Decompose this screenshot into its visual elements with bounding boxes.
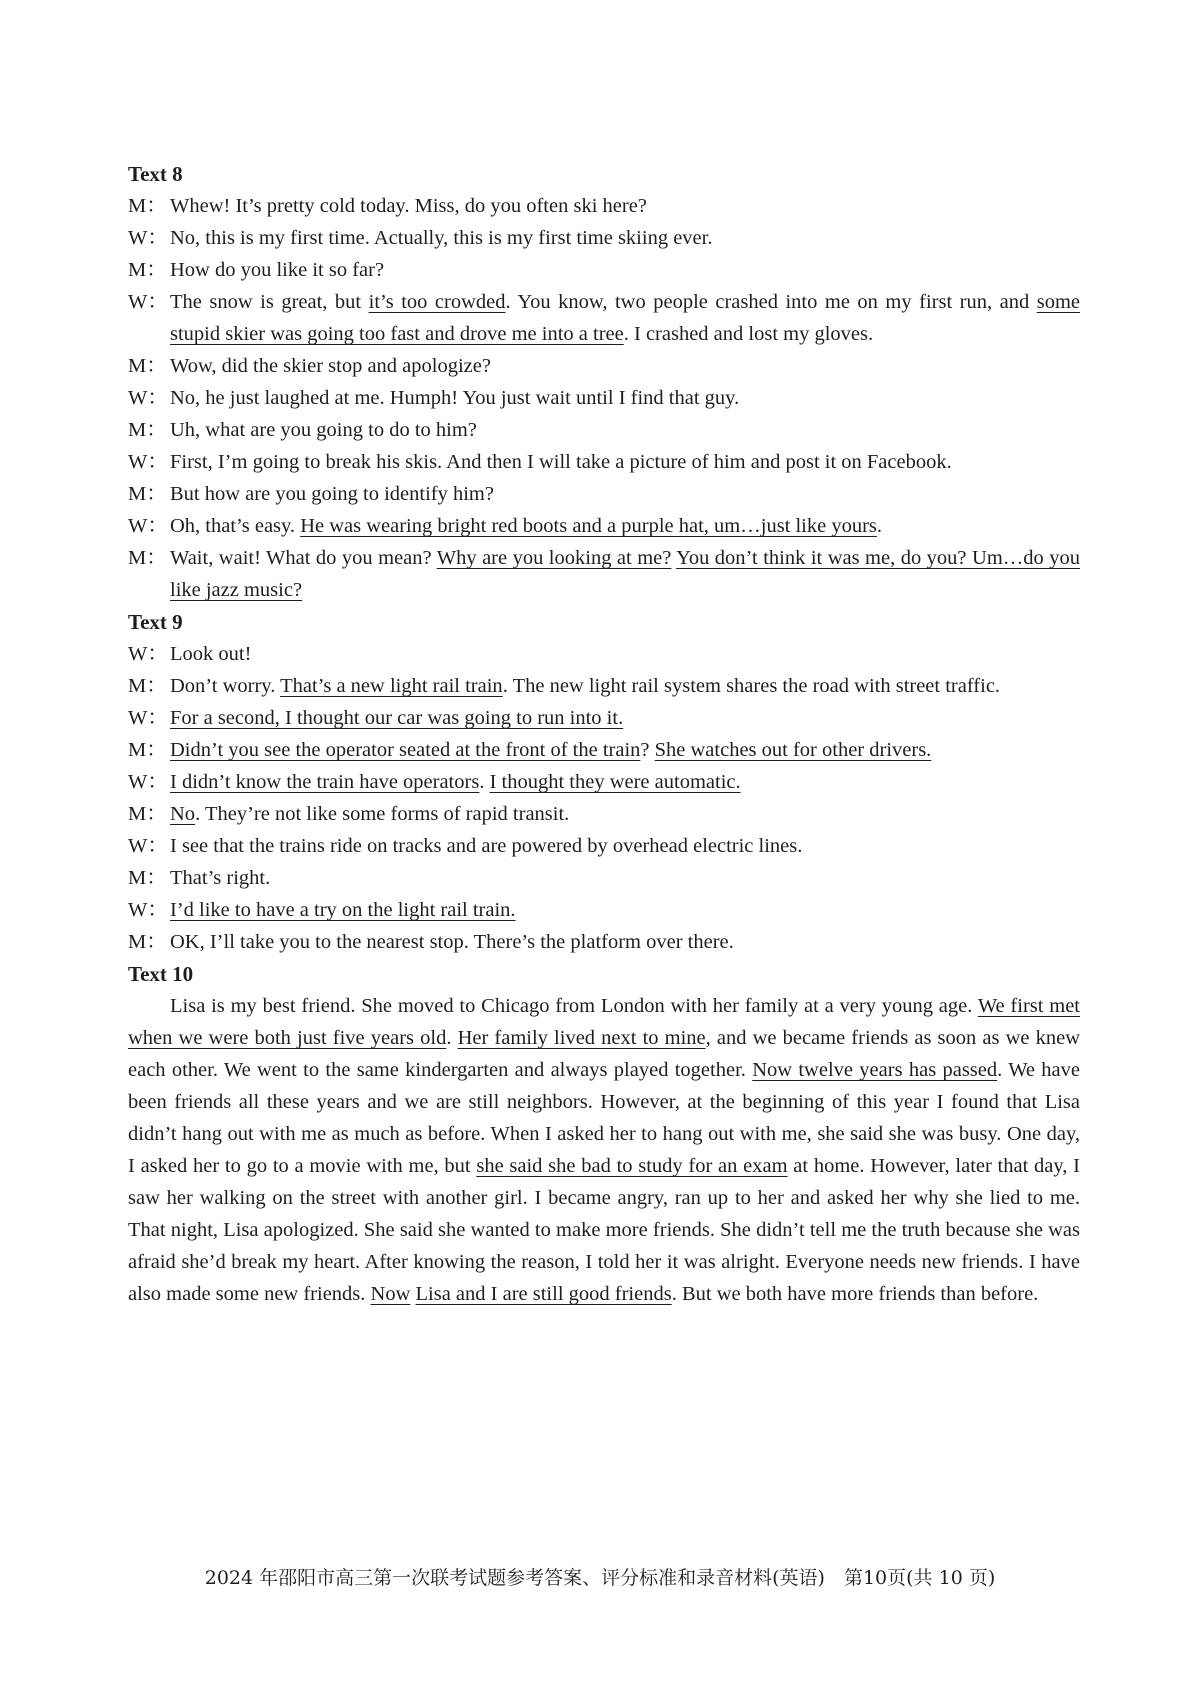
speaker-label: W： bbox=[128, 451, 168, 473]
dialogue-line bbox=[128, 350, 1080, 382]
dialogue-line bbox=[128, 254, 1080, 286]
speaker-label: M： bbox=[128, 867, 167, 889]
dialogue-line bbox=[128, 222, 1080, 254]
section-text-8 bbox=[128, 158, 1080, 606]
underlined-answer-text: She watches out for other drivers. bbox=[654, 739, 932, 761]
underlined-answer-text: That’s a new light rail train bbox=[280, 675, 503, 697]
speaker-label: W： bbox=[128, 227, 168, 249]
body-text: No, he just laughed at me. Humph! You just wait until I find that guy. bbox=[170, 387, 740, 409]
speaker-label: M： bbox=[128, 675, 167, 697]
dialogue-line bbox=[128, 862, 1080, 894]
underlined-answer-text: For a second, I thought our car was going to run into it. bbox=[170, 707, 624, 729]
section-heading: Text 8 bbox=[128, 162, 183, 186]
body-text: Look out! bbox=[170, 643, 252, 665]
body-text: But how are you going to identify him? bbox=[170, 483, 494, 505]
body-text: . bbox=[876, 515, 883, 537]
speaker-label: W： bbox=[128, 707, 168, 729]
section-text-10 bbox=[128, 958, 1080, 1310]
body-text: How do you like it so far? bbox=[170, 259, 385, 281]
underlined-answer-text: I’d like to have a try on the light rail train. bbox=[170, 899, 516, 921]
body-text: . You know, two people crashed into me on my first run, and bbox=[505, 291, 1037, 313]
speaker-label: W： bbox=[128, 771, 168, 793]
body-text: No, this is my first time. Actually, this is my first time skiing ever. bbox=[170, 227, 713, 249]
underlined-answer-text: He was wearing bright red boots and a purple hat, um…just like yours bbox=[300, 515, 877, 537]
body-text: Wow, did the skier stop and apologize? bbox=[170, 355, 491, 377]
dialogue-line bbox=[128, 446, 1080, 478]
speaker-label: W： bbox=[128, 899, 168, 921]
speaker-label: M： bbox=[128, 259, 167, 281]
dialogue-line bbox=[128, 478, 1080, 510]
speaker-label: M： bbox=[128, 355, 167, 377]
underlined-answer-text: Didn’t you see the operator seated at the front of the train bbox=[170, 739, 641, 761]
dialogue-line bbox=[128, 510, 1080, 542]
body-text: First, I’m going to break his skis. And then I will take a picture of him and post it on Facebook. bbox=[170, 451, 952, 473]
body-text: at home. However, later that day, I saw her walking on the street with another girl. I became angry, ran up to her and asked her why she lied to me. That night, Lisa apologized. She said she wanted to make more friends. She didn’t tell me the truth because she was afraid she’d break my heart. After knowing the reason, I told her it was alright. Everyone needs new friends. I have also made some new friends. bbox=[128, 1155, 1080, 1305]
body-text: I see that the trains ride on tracks and are powered by overhead electric lines. bbox=[170, 835, 803, 857]
body-text: Don’t worry. bbox=[170, 675, 281, 697]
body-text: That’s right. bbox=[170, 867, 271, 889]
speaker-label: M： bbox=[128, 483, 167, 505]
body-text: Uh, what are you going to do to him? bbox=[170, 419, 477, 441]
underlined-answer-text: Now twelve years has passed bbox=[752, 1059, 998, 1081]
speaker-label: M： bbox=[128, 547, 167, 569]
body-text: Lisa is my best friend. She moved to Chicago from London with her family at a very young age. bbox=[170, 995, 978, 1017]
speaker-label: M： bbox=[128, 739, 167, 761]
underlined-answer-text: I thought they were automatic. bbox=[489, 771, 741, 793]
underlined-answer-text: No bbox=[170, 803, 196, 825]
body-text: Oh, that’s easy. bbox=[170, 515, 301, 537]
speaker-label: W： bbox=[128, 387, 168, 409]
speaker-label: M： bbox=[128, 195, 167, 217]
section-heading: Text 10 bbox=[128, 962, 194, 986]
dialogue-line bbox=[128, 766, 1080, 798]
body-text: ? bbox=[640, 739, 655, 761]
underlined-answer-text: Why are you looking at me? bbox=[436, 547, 672, 569]
speaker-label: W： bbox=[128, 643, 168, 665]
dialogue-line bbox=[128, 382, 1080, 414]
body-text: . They’re not like some forms of rapid transit. bbox=[195, 803, 570, 825]
dialogue-line bbox=[128, 734, 1080, 766]
underlined-answer-text: Her family lived next to mine bbox=[457, 1027, 706, 1049]
speaker-label: W： bbox=[128, 835, 168, 857]
body-text: . I crashed and lost my gloves. bbox=[623, 323, 874, 345]
underlined-answer-text: it’s too crowded bbox=[368, 291, 506, 313]
underlined-answer-text: Lisa and I are still good friends bbox=[415, 1283, 672, 1305]
body-text: . But we both have more friends than before. bbox=[671, 1283, 1039, 1305]
dialogue-line bbox=[128, 542, 1080, 606]
dialogue-line bbox=[128, 286, 1080, 350]
speaker-label: M： bbox=[128, 931, 167, 953]
dialogue-line bbox=[128, 670, 1080, 702]
body-text: The snow is great, but bbox=[170, 291, 369, 313]
body-text: OK, I’ll take you to the nearest stop. There’s the platform over there. bbox=[170, 931, 734, 953]
speaker-label: M： bbox=[128, 419, 167, 441]
speaker-label: W： bbox=[128, 291, 168, 313]
dialogue-line bbox=[128, 190, 1080, 222]
speaker-label: W： bbox=[128, 515, 168, 537]
dialogue-line bbox=[128, 702, 1080, 734]
body-text: , and we became friends as soon as we knew each other. We went to the same kindergarten and always played together. bbox=[128, 1027, 1080, 1081]
body-text: . bbox=[479, 771, 490, 793]
dialogue-line bbox=[128, 798, 1080, 830]
prose-paragraph bbox=[128, 990, 1080, 1310]
underlined-answer-text: You don’t think it was me, do you? Um…do you like jazz music? bbox=[170, 547, 1080, 601]
body-text: Wait, wait! What do you mean? bbox=[170, 547, 437, 569]
body-text: . We have been friends all these years and we are still neighbors. However, at the beginning of this year I found that Lisa didn’t hang out with me as much as before. When I asked her to hang out with me, she said she was busy. One day, I asked her to go to a movie with me, but bbox=[128, 1059, 1080, 1177]
section-text-9 bbox=[128, 606, 1080, 958]
dialogue-line bbox=[128, 926, 1080, 958]
underlined-answer-text: Now bbox=[370, 1283, 411, 1305]
section-heading: Text 9 bbox=[128, 610, 183, 634]
dialogue-line bbox=[128, 894, 1080, 926]
dialogue-line bbox=[128, 414, 1080, 446]
document-body bbox=[128, 158, 1080, 1310]
page-footer: 2024 年邵阳市高三第一次联考试题参考答案、评分标准和录音材料(英语) 第10页(共 10 页) bbox=[204, 1567, 996, 1589]
body-text: Whew! It’s pretty cold today. Miss, do you often ski here? bbox=[170, 195, 647, 217]
underlined-answer-text: I didn’t know the train have operators bbox=[170, 771, 480, 793]
underlined-answer-text: she said she bad to study for an exam bbox=[476, 1155, 788, 1177]
speaker-label: M： bbox=[128, 803, 167, 825]
underlined-answer-text: some stupid skier was going too fast and drove me into a tree bbox=[170, 291, 1080, 345]
body-text: . bbox=[446, 1027, 458, 1049]
body-text: . The new light rail system shares the road with street traffic. bbox=[502, 675, 1001, 697]
dialogue-line bbox=[128, 830, 1080, 862]
underlined-answer-text: We first met when we were both just five years old bbox=[128, 995, 1080, 1049]
dialogue-line bbox=[128, 638, 1080, 670]
